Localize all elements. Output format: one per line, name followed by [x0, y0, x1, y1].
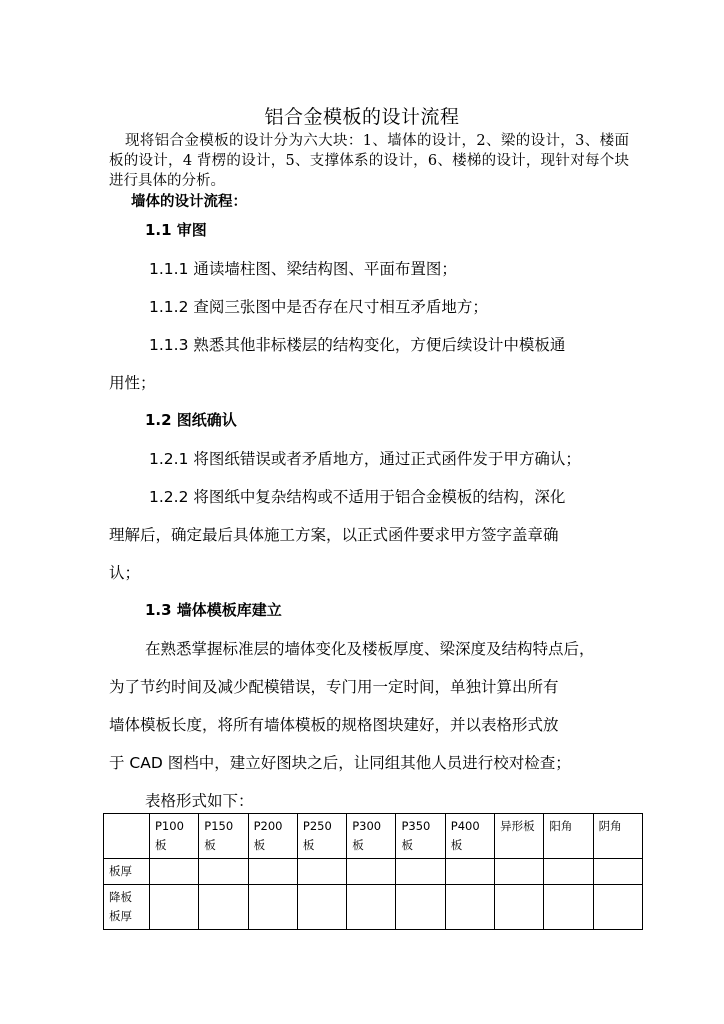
table-header-cell: P100 板	[150, 814, 199, 859]
table-row	[104, 859, 643, 885]
table-header-cell: P300 板	[347, 814, 396, 859]
section-title: 墙体的设计流程：	[131, 194, 247, 210]
table-cell	[347, 859, 396, 885]
table-header-cell: 异形板	[495, 814, 544, 859]
table-header-cell: P200 板	[248, 814, 297, 859]
table-cell	[248, 885, 297, 930]
table-cell	[150, 885, 199, 930]
table-cell	[396, 885, 445, 930]
table-cell	[396, 859, 445, 885]
table-cell	[495, 859, 544, 885]
table-cell	[445, 859, 494, 885]
para-1-3-line1: 在熟悉掌握标准层的墙体变化及楼板厚度、梁深度及结构特点后，	[145, 640, 595, 658]
table-cell	[248, 859, 297, 885]
table-cell	[199, 885, 248, 930]
table-cell	[593, 859, 642, 885]
table-header-cell: P250 板	[297, 814, 346, 859]
table-cell	[445, 885, 494, 930]
table-header-cell	[104, 814, 150, 859]
item-1-2-2-line2: 理解后，确定最后具体施工方案，以正式函件要求甲方签字盖章确	[109, 526, 559, 544]
item-1-2-1: 1.2.1 将图纸错误或者矛盾地方，通过正式函件发于甲方确认；	[149, 450, 581, 468]
table-header-cell: 阳角	[544, 814, 593, 859]
item-1-1-2: 1.1.2 查阅三张图中是否存在尺寸相互矛盾地方；	[149, 298, 488, 316]
heading-1-2: 1.2 图纸确认	[145, 411, 237, 429]
heading-1-1: 1.1 审图	[145, 221, 207, 239]
table-header-cell: P400 板	[445, 814, 494, 859]
item-1-2-2-line1: 1.2.2 将图纸中复杂结构或不适用于铝合金模板的结构，深化	[149, 488, 566, 506]
table-cell	[297, 885, 346, 930]
table-header-cell: 阴角	[593, 814, 642, 859]
table-cell	[544, 859, 593, 885]
table-row	[104, 885, 643, 930]
table-cell	[495, 885, 544, 930]
table-cell	[150, 859, 199, 885]
table-cell	[199, 859, 248, 885]
table-row-label: 降板 板厚	[104, 885, 150, 930]
table-header-row	[104, 814, 643, 859]
document-title: 铝合金模板的设计流程	[264, 106, 460, 128]
template-spec-table	[103, 813, 643, 930]
table-cell	[593, 885, 642, 930]
item-1-1-1: 1.1.1 通读墙柱图、梁结构图、平面布置图；	[149, 260, 457, 278]
table-cell	[297, 859, 346, 885]
intro-paragraph: 现将铝合金模板的设计分为六大块：1、墙体的设计，2、梁的设计，3、楼面板的设计，4 背楞的设计，5、支撑体系的设计，6、楼梯的设计，现针对每个块进行具体的分析。	[109, 133, 629, 189]
table-header-cell: P350 板	[396, 814, 445, 859]
table-cell	[347, 885, 396, 930]
item-1-1-3: 1.1.3 熟悉其他非标楼层的结构变化，方便后续设计中模板通	[149, 336, 566, 354]
table-row-label: 板厚	[104, 859, 150, 885]
table-header-cell: P150 板	[199, 814, 248, 859]
table-intro: 表格形式如下：	[145, 792, 254, 810]
para-1-3-line3: 墙体模板长度，将所有墙体模板的规格图块建好，并以表格形式放	[109, 716, 559, 734]
para-1-3-line2: 为了节约时间及减少配模错误，专门用一定时间，单独计算出所有	[109, 678, 559, 696]
table-cell	[544, 885, 593, 930]
heading-1-3: 1.3 墙体模板库建立	[145, 601, 282, 619]
item-1-1-3-cont: 用性；	[109, 374, 156, 392]
para-1-3-line4: 于 CAD 图档中，建立好图块之后，让同组其他人员进行校对检查；	[109, 754, 571, 772]
item-1-2-2-line3: 认；	[109, 564, 141, 582]
